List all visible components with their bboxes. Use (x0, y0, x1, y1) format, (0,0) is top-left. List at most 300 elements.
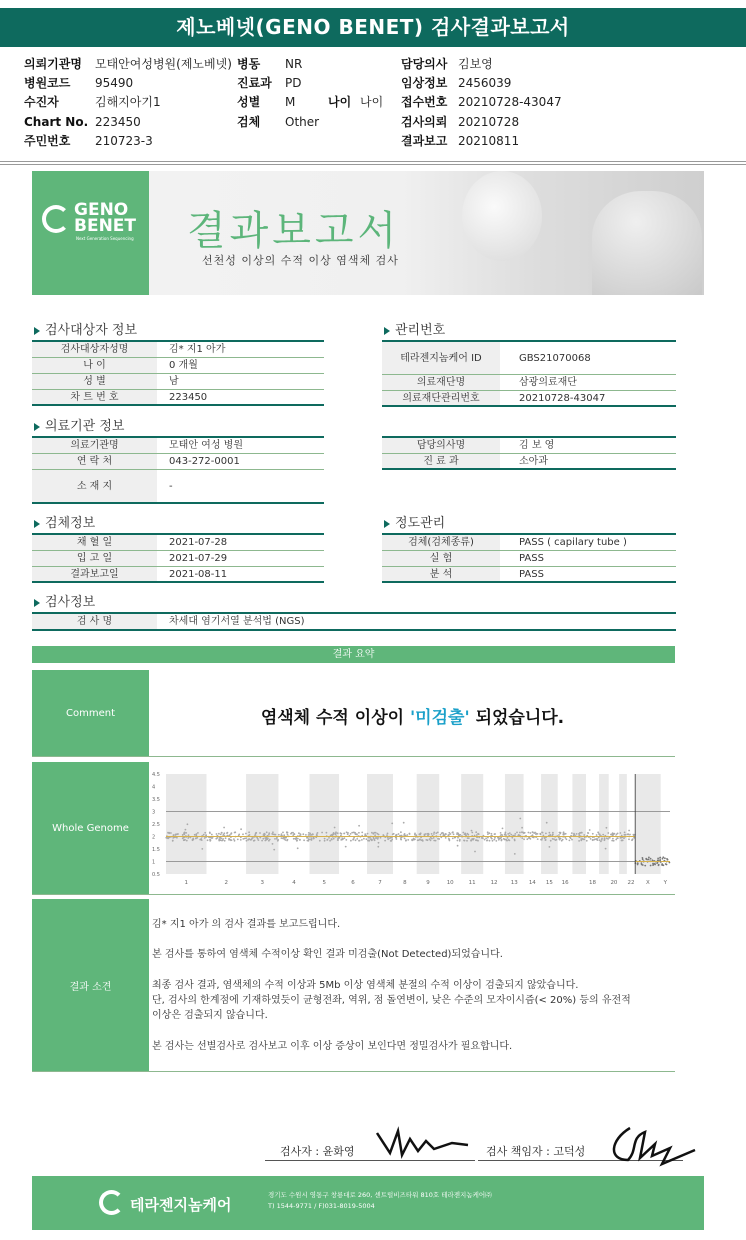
data-point (624, 832, 626, 834)
chromosome-band (367, 774, 393, 874)
table-row: 진 료 과 소아과 (382, 454, 676, 470)
data-point (620, 832, 622, 834)
data-point (168, 832, 170, 834)
data-point (501, 840, 503, 842)
data-point (650, 865, 652, 867)
data-point (344, 837, 346, 839)
data-point (274, 834, 276, 836)
data-point (356, 838, 358, 840)
data-point (539, 833, 541, 835)
data-point (453, 833, 455, 835)
data-point (549, 832, 551, 834)
chromosome-band (309, 774, 339, 874)
data-point (220, 837, 222, 839)
banner (32, 171, 704, 295)
data-point (193, 839, 195, 841)
data-point (350, 840, 352, 842)
data-point (470, 839, 472, 841)
data-point (371, 832, 373, 834)
data-point (491, 833, 493, 835)
data-point (194, 834, 196, 836)
data-point (514, 853, 516, 855)
data-point (391, 823, 393, 825)
doctor-label: 담당의사 (401, 57, 448, 71)
data-point (535, 833, 537, 835)
section-institution: 의료기관 정보 (34, 415, 124, 434)
data-point (211, 834, 213, 836)
data-point (218, 833, 220, 835)
chromosome-band (599, 774, 609, 874)
x-tick-label: 15 (545, 880, 553, 886)
data-point (225, 837, 227, 839)
table-row: 담당의사명 김 보 영 (382, 438, 676, 454)
data-point (201, 839, 203, 841)
data-point (452, 838, 454, 840)
x-tick-label: 4 (292, 880, 296, 886)
report-date-value: 20210811 (458, 134, 520, 148)
data-point (652, 863, 654, 865)
data-point (487, 833, 489, 835)
data-point (335, 831, 337, 833)
data-point (606, 827, 608, 829)
data-point (466, 840, 468, 842)
data-point (650, 858, 652, 860)
x-tick-label: 11 (468, 880, 476, 886)
data-point (215, 838, 217, 840)
data-point (457, 845, 459, 847)
opinion-line: 김* 지1 아가 의 검사 결과를 보고드립니다. (152, 919, 341, 930)
data-point (274, 838, 276, 840)
data-point (329, 840, 331, 842)
data-point (294, 838, 296, 840)
data-point (528, 832, 530, 834)
request-value: 20210728 (458, 115, 520, 129)
y-tick-label: 2 (152, 834, 156, 841)
data-point (300, 834, 302, 836)
data-point (197, 832, 199, 834)
data-point (449, 840, 451, 842)
data-point (240, 828, 242, 830)
data-point (312, 833, 314, 835)
y-tick-label: 4 (152, 784, 156, 791)
data-point (343, 833, 345, 835)
data-point (448, 832, 450, 834)
data-point (502, 828, 504, 830)
data-point (578, 834, 580, 836)
data-point (407, 839, 409, 841)
data-point (545, 833, 547, 835)
data-point (207, 839, 209, 841)
test-table (32, 612, 676, 631)
dept-value: PD (285, 76, 302, 90)
data-point (641, 862, 643, 864)
x-tick-label: 7 (378, 880, 382, 886)
data-point (216, 833, 218, 835)
chromosome-band (461, 774, 483, 874)
data-point (526, 838, 528, 840)
data-point (221, 832, 223, 834)
data-point (337, 832, 339, 834)
data-point (492, 840, 494, 842)
table-row: 검체(검체종류) PASS ( capilary tube ) (382, 535, 676, 551)
data-point (246, 840, 248, 842)
sex-label: 성별 (237, 95, 261, 109)
data-point (552, 832, 554, 834)
data-point (505, 834, 507, 836)
data-point (592, 833, 594, 835)
data-point (654, 864, 656, 866)
data-point (292, 832, 294, 834)
y-tick-label: 3.5 (152, 797, 160, 803)
data-point (532, 831, 534, 833)
data-point (497, 837, 499, 839)
data-point (371, 839, 373, 841)
chromosome-band (246, 774, 278, 874)
data-point (593, 839, 595, 841)
data-point (612, 838, 614, 840)
data-point (384, 840, 386, 842)
data-point (596, 839, 598, 841)
tester-signature-label: 검사자 : 윤화영 (280, 1145, 355, 1158)
data-point (382, 834, 384, 836)
data-point (419, 834, 421, 836)
data-point (209, 832, 211, 834)
opinion-line: 이상은 검출되지 않습니다. (152, 1010, 268, 1021)
data-point (485, 837, 487, 839)
data-point (457, 837, 459, 839)
data-point (664, 857, 666, 859)
x-tick-label: 9 (426, 880, 430, 886)
x-tick-label: 2 (224, 880, 229, 886)
data-point (218, 840, 220, 842)
x-tick-label: 3 (260, 880, 265, 886)
comment-label: Comment (32, 670, 149, 756)
data-point (666, 864, 668, 866)
data-point (616, 834, 618, 836)
data-point (615, 839, 617, 841)
data-point (509, 832, 511, 834)
data-point (265, 839, 267, 841)
data-point (524, 832, 526, 834)
data-point (242, 838, 244, 840)
chromosome-band (166, 774, 207, 874)
data-point (570, 837, 572, 839)
data-point (281, 837, 283, 839)
data-point (264, 837, 266, 839)
logo-line1: GENO (74, 200, 129, 220)
data-point (581, 832, 583, 834)
data-point (271, 833, 273, 835)
receipt-value: 20210728-43047 (458, 95, 562, 109)
report-date-label: 결과보고 (401, 134, 448, 148)
table-row: 의료재단관리번호 20210728-43047 (382, 391, 676, 407)
data-point (405, 840, 407, 842)
data-point (334, 827, 336, 829)
data-point (342, 838, 344, 840)
x-tick-label: X (646, 880, 650, 886)
data-point (309, 833, 311, 835)
data-point (351, 832, 353, 834)
data-point (582, 838, 584, 840)
data-point (481, 837, 483, 839)
data-point (298, 832, 300, 834)
data-point (541, 837, 543, 839)
comment-text: 염색체 수적 이상이 '미검출' 되었습니다. (260, 708, 565, 728)
data-point (324, 838, 326, 840)
data-point (438, 838, 440, 840)
patient-value: 김해지아기1 (95, 95, 161, 109)
x-tick-label: 10 (446, 880, 454, 886)
data-point (478, 833, 480, 835)
data-point (589, 829, 591, 831)
opinion-line: 본 검사는 선별검사로 검사보고 이후 이상 증상이 보인다면 정밀검사가 필요합니다. (152, 1041, 513, 1052)
data-point (326, 839, 328, 841)
banner-subtitle: 선천성 이상의 수적 이상 염색체 검사 (202, 254, 399, 267)
subject-table (32, 340, 324, 406)
data-point (576, 833, 578, 835)
data-point (429, 838, 431, 840)
data-point (273, 849, 275, 851)
data-point (530, 838, 532, 840)
data-point (420, 839, 422, 841)
data-point (242, 833, 244, 835)
data-point (220, 834, 222, 836)
data-point (464, 840, 466, 842)
opinion-line: 단, 검사의 한계점에 기재하였듯이 균형전좌, 역위, 점 돌연변이, 낮은 수준의 모자이시즘(< 20%) 등의 유전적 (152, 995, 631, 1006)
data-point (600, 841, 602, 843)
dept-label: 진료과 (237, 76, 272, 90)
data-point (599, 839, 601, 841)
data-point (308, 840, 310, 842)
data-point (442, 834, 444, 836)
data-point (537, 838, 539, 840)
data-point (187, 837, 189, 839)
data-point (452, 831, 454, 833)
y-tick-label: 0.5 (152, 872, 160, 878)
data-point (204, 837, 206, 839)
data-point (477, 840, 479, 842)
data-point (309, 839, 311, 841)
data-point (464, 833, 466, 835)
chromosome-band (417, 774, 440, 874)
data-point (621, 840, 623, 842)
logo-g-icon (42, 205, 70, 233)
banner-title: 결과보고서 (187, 208, 401, 254)
data-point (311, 838, 313, 840)
data-point (658, 864, 660, 866)
section-mgmt: 관리번호 (384, 319, 445, 338)
data-point (204, 832, 206, 834)
data-point (173, 834, 175, 836)
data-point (489, 840, 491, 842)
data-point (652, 859, 654, 861)
data-point (579, 832, 581, 834)
data-point (530, 832, 532, 834)
data-point (467, 834, 469, 836)
specimen-label: 검체 (237, 115, 261, 129)
data-point (223, 834, 225, 836)
opinion-label: 결과 소견 (32, 899, 149, 1071)
data-point (337, 839, 339, 841)
chromosome-band (572, 774, 586, 874)
data-point (409, 833, 411, 835)
data-point (657, 858, 659, 860)
ward-value: NR (285, 57, 303, 71)
data-point (293, 838, 295, 840)
data-point (587, 832, 589, 834)
data-point (457, 840, 459, 842)
data-point (523, 838, 525, 840)
data-point (514, 833, 516, 835)
data-point (222, 838, 224, 840)
data-point (514, 840, 516, 842)
rrn-value: 210723-3 (95, 134, 153, 148)
opinion-block (32, 899, 675, 1072)
data-point (555, 839, 557, 841)
data-point (620, 837, 622, 839)
data-point (201, 848, 203, 850)
tester-signature-image (372, 1125, 472, 1165)
data-point (234, 840, 236, 842)
data-point (328, 837, 330, 839)
data-point (185, 832, 187, 834)
data-point (269, 839, 271, 841)
data-point (223, 827, 225, 829)
data-point (544, 837, 546, 839)
section-specimen: 검체정보 (34, 512, 95, 531)
data-point (386, 834, 388, 836)
footer-company: 테라젠지놈케어 (130, 1196, 232, 1214)
data-point (500, 832, 502, 834)
data-point (393, 833, 395, 835)
data-point (324, 840, 326, 842)
data-point (404, 838, 406, 840)
data-point (368, 840, 370, 842)
data-point (573, 833, 575, 835)
y-tick-label: 1 (152, 859, 156, 866)
data-point (231, 839, 233, 841)
specimen-value: Other (285, 115, 320, 129)
data-point (494, 837, 496, 839)
x-tick-label: 1 (184, 880, 189, 886)
data-point (372, 833, 374, 835)
data-point (534, 832, 536, 834)
data-point (359, 840, 361, 842)
data-point (286, 840, 288, 842)
data-point (627, 834, 629, 836)
geno-benet-logo (32, 171, 149, 295)
data-point (297, 838, 299, 840)
table-row: 검 사 명 차세대 염기서열 분석법 (NGS) (32, 614, 676, 631)
data-point (317, 832, 319, 834)
data-point (272, 831, 274, 833)
client-value: 모태안여성병원(제노베넷) (95, 57, 232, 71)
y-tick-label: 4.5 (152, 772, 160, 778)
table-row: 검사대상자성명 김* 지1 아가 (32, 342, 324, 358)
footer-address-line: 경기도 수원시 영통구 창룡대로 260, 센트럴비즈타워 810호 테라젠지놈케어㈜ (268, 1191, 492, 1199)
data-point (237, 839, 239, 841)
theragen-logo-icon (99, 1190, 124, 1215)
data-point (403, 834, 405, 836)
data-point (431, 833, 433, 835)
data-point (516, 832, 518, 834)
data-point (306, 837, 308, 839)
data-point (196, 833, 198, 835)
data-point (210, 839, 212, 841)
data-point (501, 834, 503, 836)
data-point (262, 838, 264, 840)
data-point (285, 837, 287, 839)
data-point (403, 822, 405, 824)
whole-genome-label: Whole Genome (32, 762, 149, 894)
data-point (565, 837, 567, 839)
data-point (663, 864, 665, 866)
x-tick-label: 14 (528, 880, 536, 886)
request-label: 검사의뢰 (401, 115, 448, 129)
data-point (353, 838, 355, 840)
data-point (491, 838, 493, 840)
data-point (662, 856, 664, 858)
data-point (445, 833, 447, 835)
hospital-code-label: 병원코드 (24, 76, 71, 90)
data-point (657, 862, 659, 864)
whole-genome-chart (150, 762, 675, 895)
data-point (418, 839, 420, 841)
manager-signature-label: 검사 책임자 : 고덕성 (486, 1145, 586, 1158)
data-point (373, 838, 375, 840)
data-point (326, 832, 328, 834)
data-point (358, 832, 360, 834)
data-point (268, 834, 270, 836)
data-point (472, 839, 474, 841)
section-test: 검사정보 (34, 591, 95, 610)
data-point (187, 823, 189, 825)
data-point (563, 832, 565, 834)
data-point (471, 832, 473, 834)
x-tick-label: Y (663, 880, 668, 886)
table-row: 결과보고일 2021-08-11 (32, 567, 324, 583)
chromosome-band (619, 774, 627, 874)
data-point (642, 857, 644, 859)
data-point (487, 831, 489, 833)
data-point (494, 833, 496, 835)
data-point (508, 839, 510, 841)
data-point (245, 837, 247, 839)
data-point (592, 839, 594, 841)
data-point (486, 839, 488, 841)
data-point (467, 837, 469, 839)
comment-block (32, 670, 675, 757)
x-tick-label: 18 (589, 880, 597, 886)
data-point (183, 832, 185, 834)
data-point (541, 839, 543, 841)
data-point (597, 832, 599, 834)
data-point (211, 837, 213, 839)
data-point (363, 838, 365, 840)
data-point (266, 831, 268, 833)
doctor-value: 김보영 (458, 57, 493, 71)
data-point (396, 834, 398, 836)
table-row: 의료재단명 삼광의료재단 (382, 375, 676, 391)
qc-table (382, 533, 676, 583)
data-point (345, 839, 347, 841)
data-point (377, 833, 379, 835)
data-point (278, 834, 280, 836)
data-point (493, 839, 495, 841)
age-label: 나이 (328, 95, 352, 109)
data-point (607, 838, 609, 840)
logo-line2: BENET (74, 216, 137, 236)
